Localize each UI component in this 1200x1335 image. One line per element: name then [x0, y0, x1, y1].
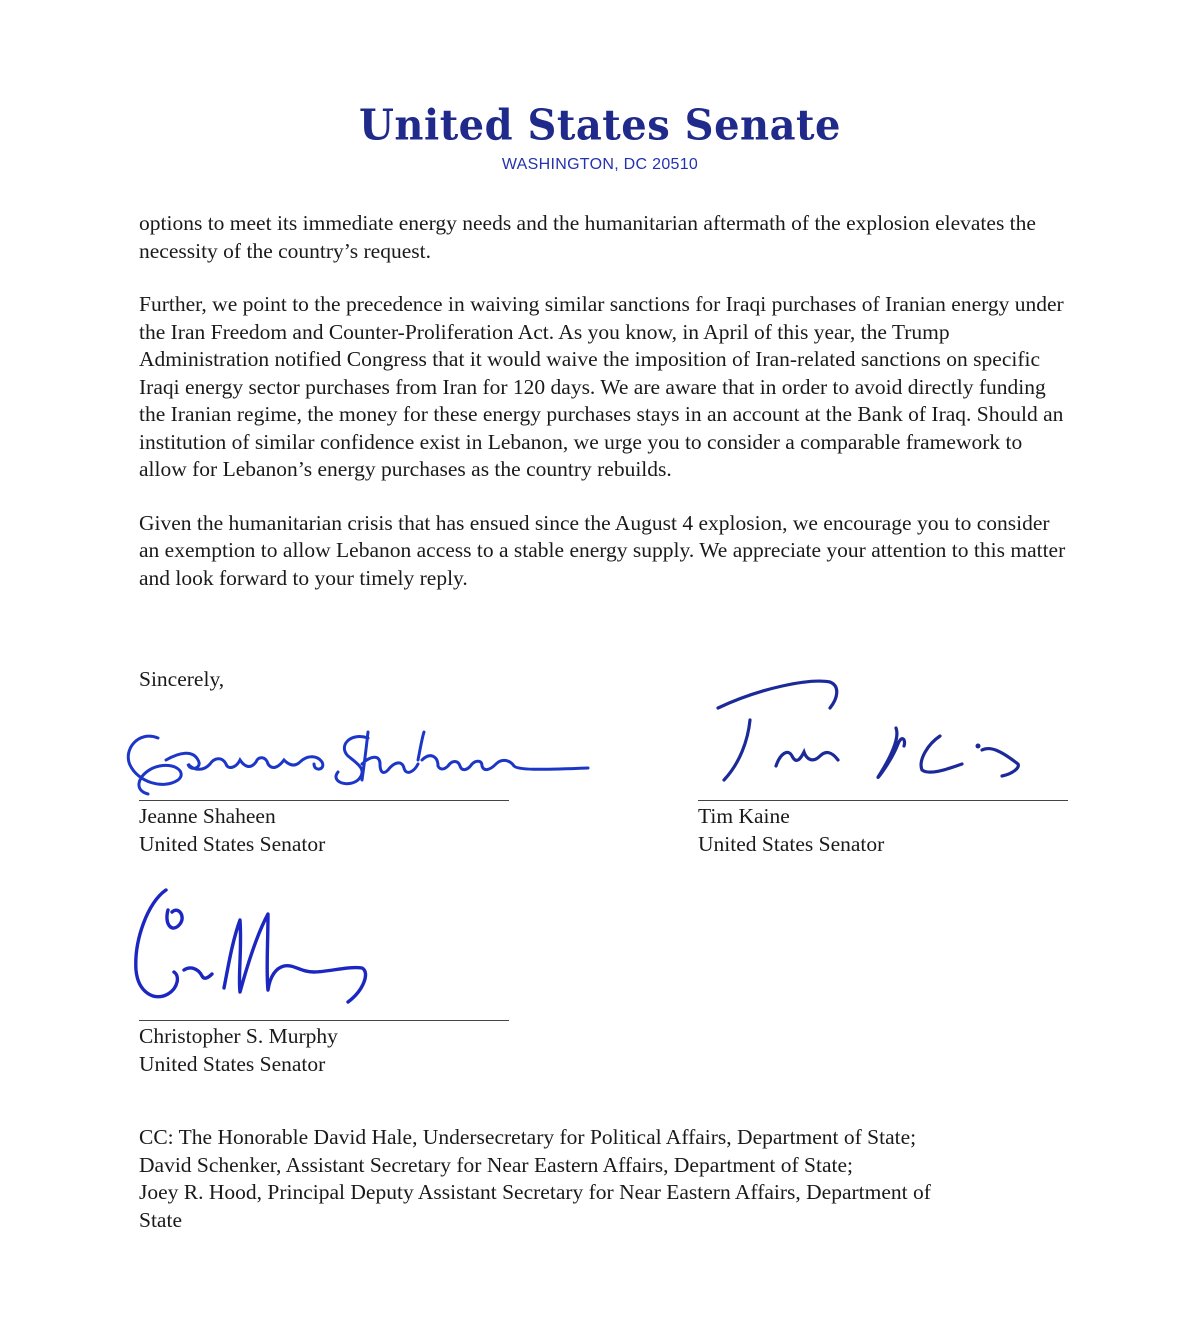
signer-title: United States Senator: [139, 831, 326, 856]
signer-name: Jeanne Shaheen: [139, 804, 276, 828]
signer-title: United States Senator: [698, 831, 885, 856]
signature-block-kaine: [698, 800, 1068, 858]
letter-body: [139, 210, 1069, 618]
closing: Sincerely,: [139, 667, 225, 691]
signature-line: [139, 1020, 509, 1021]
signature-block-murphy: [139, 1020, 509, 1078]
cc-line: Joey R. Hood, Principal Deputy Assistant Secretary for Near Eastern Affairs, Department of: [139, 1180, 931, 1204]
cc-line: State: [139, 1207, 182, 1232]
signature-block-shaheen: [139, 800, 509, 858]
signature-murphy: [128, 880, 388, 1015]
paragraph-request: Given the humanitarian crisis that has ensued since the August 4 explosion, we encourage you to consider an exemption to allow Lebanon access to a stable energy supply. We appreciate your attention to this matter and look forward to your timely reply.: [139, 510, 1066, 590]
signature-shaheen: [118, 720, 598, 800]
letterhead-title: United States Senate: [359, 100, 841, 151]
signer-name: Tim Kaine: [698, 804, 790, 828]
letterhead-address: WASHINGTON, DC 20510: [501, 156, 699, 173]
paragraph-continuation: options to meet its immediate energy needs and the humanitarian aftermath of the explosion elevates the necessity of the country’s request.: [139, 211, 1036, 263]
paragraph-precedent: Further, we point to the precedence in waiving similar sanctions for Iraqi purchases of Iranian energy under the Iran Freedom and Counter-Proliferation Act. As you know, in April of this year, the Trump Administration notified Congress that it would waive the imposition of Iran-related sanctions on specific Iraqi energy sector purchases from Iran for 120 days. We are aware that in order to avoid directly funding the Iranian regime, the money for these energy purchases stays in an account at the Bank of Iraq. Should an institution of similar confidence exist in Lebanon, we urge you to consider a comparable framework to allow for Lebanon’s energy purchases as the country rebuilds.: [139, 292, 1064, 481]
cc-line: CC: The Honorable David Hale, Undersecretary for Political Affairs, Department of State;: [139, 1125, 917, 1149]
letterhead: [0, 100, 1200, 174]
signature-line: [698, 800, 1068, 801]
signer-name: Christopher S. Murphy: [139, 1024, 338, 1048]
signer-title: United States Senator: [139, 1051, 326, 1076]
cc-list: [139, 1124, 1059, 1234]
signature-kaine: [700, 668, 1050, 798]
cc-line: David Schenker, Assistant Secretary for Near Eastern Affairs, Department of State;: [139, 1152, 853, 1177]
signature-line: [139, 800, 509, 801]
